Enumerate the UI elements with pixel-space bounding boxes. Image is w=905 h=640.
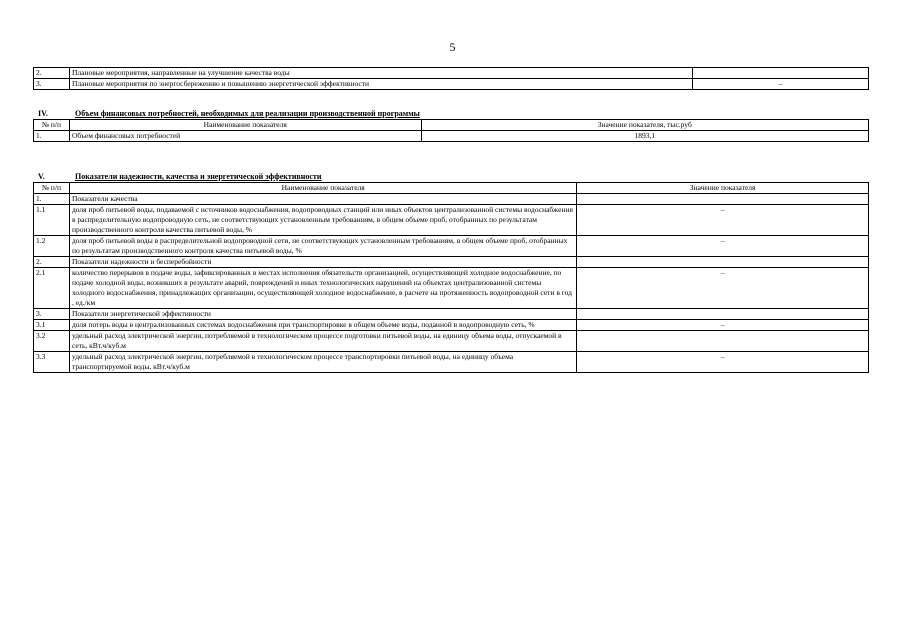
- row-name: количество перерывов в подаче воды, зафиксированных в местах исполнения обязательств организацией, осуществляющей холодное водоснабжение, по подаче холодной воды, возникших в результате аварий, повреждений и иных технологических нарушений на объектах централизованной системы холодного водоснабжения, принадлежащих организации, осуществляющей холодное водоснабжение, в расчете на протяженность водопроводной сети в год , ед./км: [69, 268, 576, 309]
- header-value: Значение показателя, тыс.руб: [421, 120, 868, 131]
- row-name: Показатели надежности и бесперебойности: [69, 257, 576, 268]
- header-value: Значение показателя: [577, 183, 869, 194]
- header-number: № п/п: [34, 120, 70, 131]
- table-row: [34, 194, 869, 205]
- row-name: доля проб питьевой воды, подаваемой с источников водоснабжения, водопроводных станций или иных объектов централизованной системы водоснабжения в распределительную водопроводную сеть, не соответствующих установленным требованиям, в общем объеме проб, отобранных по результатам производственного контроля качества питьевой воды, %: [69, 205, 576, 236]
- row-value: [577, 257, 869, 268]
- row-number: 2.: [34, 257, 70, 268]
- table-row: [34, 68, 869, 79]
- row-value: –: [577, 352, 869, 373]
- page-number: 5: [449, 40, 456, 54]
- row-number: 3.: [34, 309, 70, 320]
- row-number: 1.2: [34, 236, 70, 257]
- table-header-row: [34, 183, 869, 194]
- section-title: Показатели надежности, качества и энергетической эффективности: [75, 172, 322, 181]
- row-name: доля проб питьевой воды в распределительной водопроводной сети, не соответствующих установленным требованиям, в общем объеме проб, отобранных по результатам производственного контроля качества питьевой воды, %: [69, 236, 576, 257]
- measures-table: [33, 67, 869, 90]
- row-number: 3.: [34, 79, 70, 90]
- row-name: Плановые мероприятия, направленные на улучшение качества воды: [69, 68, 692, 79]
- section-title: Объем финансовых потребностей, необходимых для реализации производственной программы: [75, 109, 420, 118]
- header-name: Наименование показателя: [69, 120, 421, 131]
- row-value: 1893,1: [421, 131, 868, 142]
- row-value: [577, 331, 869, 352]
- row-value: –: [577, 205, 869, 236]
- table-row: [34, 309, 869, 320]
- row-value: –: [577, 320, 869, 331]
- row-value: [577, 309, 869, 320]
- header-number: № п/п: [34, 183, 70, 194]
- row-value: –: [577, 236, 869, 257]
- row-name: Плановые мероприятия по энергосбережению и повышению энергетической эффективности: [69, 79, 692, 90]
- indicators-table: [33, 182, 869, 373]
- row-number: 1.: [34, 131, 70, 142]
- row-value: [577, 194, 869, 205]
- section-number: IV.: [38, 109, 48, 118]
- row-number: 1.: [34, 194, 70, 205]
- row-value: –: [693, 79, 869, 90]
- row-number: 2.1: [34, 268, 70, 309]
- row-name: Объем финансовых потребностей: [69, 131, 421, 142]
- row-number: 3.3: [34, 352, 70, 373]
- row-value: [693, 68, 869, 79]
- row-value: –: [577, 268, 869, 309]
- table-row: [34, 236, 869, 257]
- table-row: [34, 257, 869, 268]
- row-number: 2.: [34, 68, 70, 79]
- table-row: [34, 352, 869, 373]
- row-name: Показатели качества: [69, 194, 576, 205]
- section-number: V.: [38, 172, 45, 181]
- header-name: Наименование показателя: [69, 183, 576, 194]
- row-name: удельный расход электрической энергии, потребляемой в технологическом процессе транспортировки питьевой воды, на единицу объема транспортируемой воды, кВт.ч/куб.м: [69, 352, 576, 373]
- table-row: [34, 131, 869, 142]
- row-number: 3.2: [34, 331, 70, 352]
- row-number: 1.1: [34, 205, 70, 236]
- table-row: [34, 79, 869, 90]
- table-row: [34, 320, 869, 331]
- table-row: [34, 205, 869, 236]
- financial-needs-table: [33, 119, 869, 142]
- row-number: 3.1: [34, 320, 70, 331]
- table-row: [34, 268, 869, 309]
- table-row: [34, 331, 869, 352]
- row-name: удельный расход электрической энергии, потребляемой в технологическом процессе подготовки питьевой воды, на единицу объема воды, отпускаемой в сеть, кВт.ч/куб.м: [69, 331, 576, 352]
- table-header-row: [34, 120, 869, 131]
- row-name: доля потерь воды в централизованных системах водоснабжения при транспортировке в общем объеме воды, поданной в водопроводную сеть, %: [69, 320, 576, 331]
- row-name: Показатели энергетической эффективности: [69, 309, 576, 320]
